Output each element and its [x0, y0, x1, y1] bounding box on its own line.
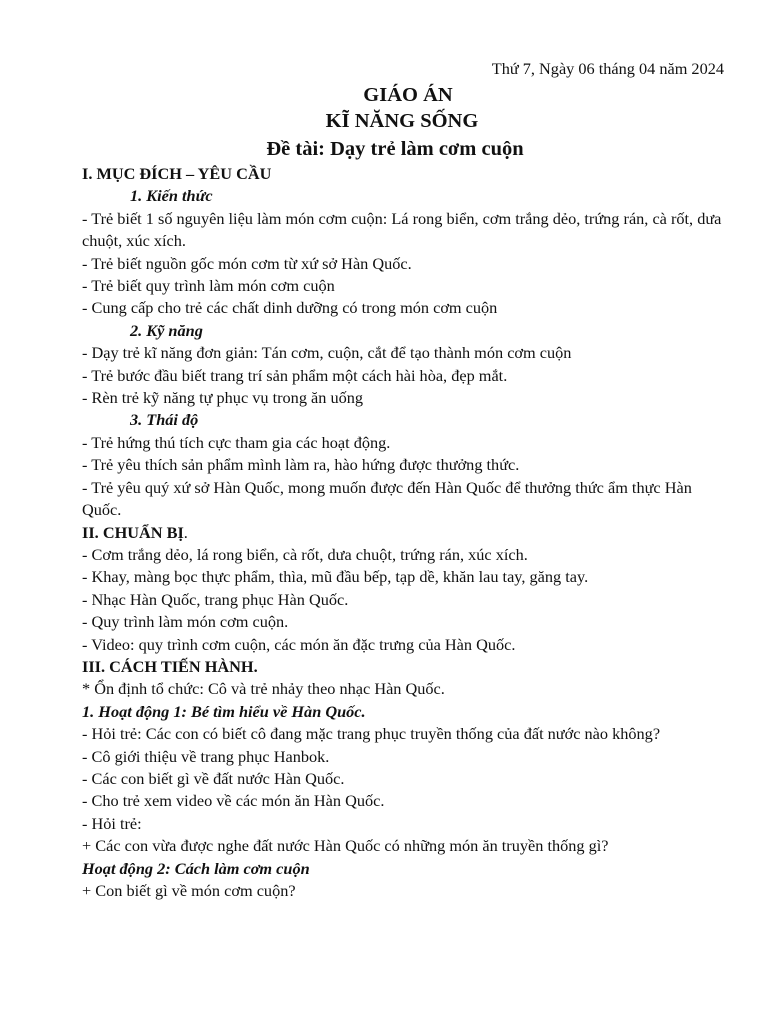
list-item: - Cô giới thiệu về trang phục Hanbok. [82, 746, 330, 766]
list-item: - Hỏi trẻ: [82, 813, 142, 833]
list-item: - Hỏi trẻ: Các con có biết cô đang mặc trang phục truyền thống của đất nước nào không? [82, 724, 661, 744]
section-heading-preparation-period: . [183, 522, 188, 542]
list-item: - Trẻ bước đầu biết trang trí sản phẩm một cách hài hòa, đẹp mắt. [82, 365, 508, 385]
section-heading-preparation-text: II. CHUẨN BỊ [82, 522, 184, 542]
list-item: - Cung cấp cho trẻ các chất dinh dưỡng có trong món cơm cuộn [82, 298, 498, 318]
subsection-heading-knowledge: 1. Kiến thức [130, 186, 213, 206]
document-page [82, 58, 722, 902]
subsection-heading-skills: 2. Kỹ năng [130, 320, 203, 340]
list-item: + Con biết gì về món cơm cuộn? [82, 881, 296, 900]
list-item: - Khay, màng bọc thực phẩm, thìa, mũ đầu bếp, tạp dề, khăn lau tay, găng tay. [82, 567, 589, 587]
section-heading-purpose: I. MỤC ĐÍCH – YÊU CẦU [82, 164, 272, 183]
section-heading-preparation [82, 522, 722, 544]
list-item: - Cơm trắng dẻo, lá rong biển, cà rốt, dưa chuột, trứng rán, xúc xích. [82, 544, 528, 564]
document-title: GIÁO ÁN [363, 84, 453, 106]
activity-1-heading: 1. Hoạt động 1: Bé tìm hiểu về Hàn Quốc. [82, 701, 366, 721]
list-item: - Trẻ yêu quý xứ sở Hàn Quốc, mong muốn được đến Hàn Quốc để thưởng thức ẩm thực Hàn Quốc. [82, 477, 692, 520]
list-item: - Trẻ hứng thú tích cực tham gia các hoạt động. [82, 432, 391, 452]
list-item: - Trẻ biết 1 số nguyên liệu làm món cơm cuộn: Lá rong biển, cơm trắng dẻo, trứng rán, cà rốt, dưa chuột, xúc xích. [82, 208, 722, 251]
list-item: - Nhạc Hàn Quốc, trang phục Hàn Quốc. [82, 589, 349, 609]
procedure-intro: * Ổn định tổ chức: Cô và trẻ nhảy theo nhạc Hàn Quốc. [82, 679, 445, 699]
list-item: - Quy trình làm món cơm cuộn. [82, 612, 289, 632]
list-item: + Các con vừa được nghe đất nước Hàn Quốc có những món ăn truyền thống gì? [82, 836, 609, 856]
list-item: - Rèn trẻ kỹ năng tự phục vụ trong ăn uống [82, 388, 364, 408]
activity-2-heading: Hoạt động 2: Cách làm cơm cuộn [82, 858, 310, 878]
list-item: - Các con biết gì về đất nước Hàn Quốc. [82, 768, 345, 788]
list-item: - Trẻ yêu thích sản phẩm mình làm ra, hào hứng được thưởng thức. [82, 455, 520, 475]
document-subtitle: KĨ NĂNG SỐNG [325, 110, 479, 132]
list-item: - Trẻ biết nguồn gốc món cơm từ xứ sở Hàn Quốc. [82, 253, 412, 273]
section-heading-procedure: III. CÁCH TIẾN HÀNH. [82, 656, 258, 676]
list-item: - Cho trẻ xem video về các món ăn Hàn Quốc. [82, 791, 385, 811]
list-item: - Dạy trẻ kĩ năng đơn giản: Tán cơm, cuộn, cắt để tạo thành món cơm cuộn [82, 343, 572, 363]
subsection-heading-attitude: 3. Thái độ [130, 410, 199, 430]
document-date: Thứ 7, Ngày 06 tháng 04 năm 2024 [491, 59, 724, 78]
list-item: - Trẻ biết quy trình làm món cơm cuộn [82, 276, 335, 296]
document-topic: Đề tài: Dạy trẻ làm cơm cuộn [266, 138, 524, 160]
list-item: - Video: quy trình cơm cuộn, các món ăn đặc trưng của Hàn Quốc. [82, 634, 516, 654]
